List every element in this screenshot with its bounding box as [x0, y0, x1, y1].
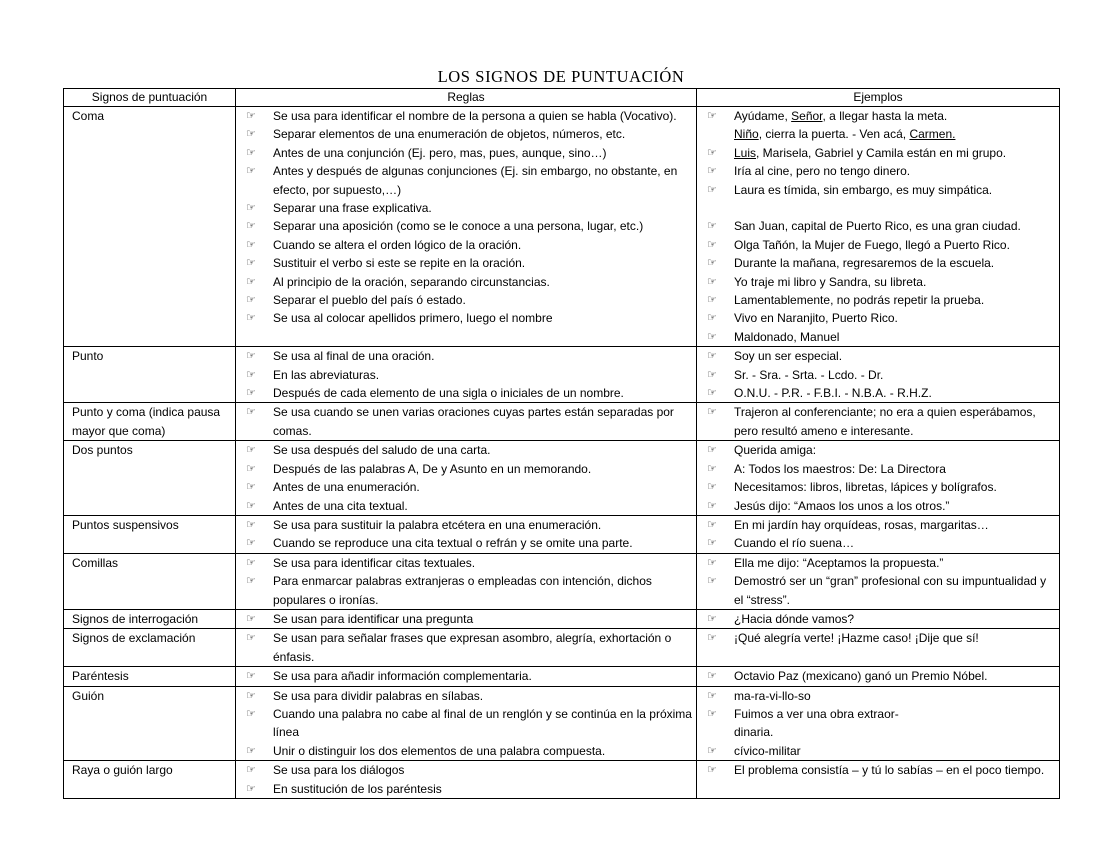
pointing-hand-icon: ☞	[246, 312, 256, 325]
sign-cell	[64, 609, 236, 628]
examples-list	[697, 516, 1059, 553]
example-item	[697, 554, 1059, 572]
pointing-hand-icon: ☞	[246, 556, 256, 569]
sign-cell	[64, 686, 236, 761]
rules-cell	[236, 441, 697, 516]
sign-name: Raya o guión largo	[72, 763, 173, 778]
underlined-word: Luis	[734, 145, 757, 160]
sign-name: Paréntesis	[72, 669, 129, 684]
example-item	[697, 347, 1059, 365]
rule-item	[236, 516, 696, 534]
page-title: LOS SIGNOS DE PUNTUACIÓN	[437, 67, 685, 86]
example-item	[697, 125, 1059, 143]
rule-text: Se usa para dividir palabras en sílabas.	[273, 688, 484, 703]
pointing-hand-icon: ☞	[246, 146, 256, 159]
example-text: Lamentablemente, no podrás repetir la prueba.	[734, 293, 985, 308]
table-header-row	[64, 89, 1060, 107]
pointing-hand-icon: ☞	[707, 146, 717, 159]
example-item	[697, 610, 1059, 628]
example-text: Laura es tímida, sin embargo, es muy simpática.	[734, 182, 993, 197]
example-item	[697, 667, 1059, 685]
example-item	[697, 516, 1059, 534]
pointing-hand-icon: ☞	[246, 220, 256, 233]
example-item	[697, 217, 1059, 235]
rule-item	[236, 705, 696, 742]
table-row	[64, 403, 1060, 441]
pointing-hand-icon: ☞	[246, 689, 256, 702]
underlined-word: Niño	[734, 127, 759, 142]
header-ejemplos: Ejemplos	[697, 89, 1060, 107]
rule-item	[236, 460, 696, 478]
punctuation-table	[63, 88, 1060, 799]
rule-item	[236, 572, 696, 609]
examples-cell	[697, 609, 1060, 628]
example-item	[697, 460, 1059, 478]
example-text: Trajeron al conferenciante; no era a quien esperábamos, pero resultó ameno e interesante.	[734, 405, 1036, 438]
example-text: Yo traje mi libro y Sandra, su libreta.	[734, 274, 927, 289]
rule-item	[236, 347, 696, 365]
rule-item	[236, 534, 696, 552]
sign-name: Punto y coma (indica pausa mayor que coma)	[72, 405, 221, 438]
rules-cell	[236, 403, 697, 441]
pointing-hand-icon: ☞	[246, 764, 256, 777]
rule-item	[236, 144, 696, 162]
rule-item	[236, 742, 696, 760]
sign-cell	[64, 761, 236, 799]
pointing-hand-icon: ☞	[246, 670, 256, 683]
example-item	[697, 723, 1059, 741]
rules-cell	[236, 761, 697, 799]
example-item	[697, 497, 1059, 515]
example-text: O.N.U. - P.R. - F.B.I. - N.B.A. - R.H.Z.	[734, 386, 932, 401]
example-text: ¿Hacia dónde vamos?	[734, 611, 855, 626]
pointing-hand-icon: ☞	[246, 782, 256, 795]
pointing-hand-icon: ☞	[707, 444, 717, 457]
rules-list	[236, 516, 696, 553]
rule-text: Separar el pueblo del país ó estado.	[273, 293, 466, 308]
rule-item	[236, 236, 696, 254]
rule-item	[236, 107, 696, 125]
rule-text: Se usan para identificar una pregunta	[273, 611, 474, 626]
example-text: Sr. - Sra. - Srta. - Lcdo. - Dr.	[734, 367, 884, 382]
rule-item	[236, 254, 696, 272]
pointing-hand-icon: ☞	[246, 275, 256, 288]
example-text: , a llegar hasta la meta.	[822, 109, 948, 123]
pointing-hand-icon: ☞	[707, 406, 717, 419]
example-item	[697, 236, 1059, 254]
sign-cell	[64, 629, 236, 667]
examples-list	[697, 629, 1059, 647]
rule-text: Separar elementos de una enumeración de objetos, números, etc.	[273, 127, 626, 142]
example-item	[697, 309, 1059, 327]
rule-item	[236, 687, 696, 705]
examples-cell	[697, 667, 1060, 686]
examples-cell	[697, 553, 1060, 609]
pointing-hand-icon: ☞	[707, 689, 717, 702]
pointing-hand-icon: ☞	[707, 165, 717, 178]
rule-item	[236, 217, 696, 235]
rule-item	[236, 441, 696, 459]
sign-cell	[64, 403, 236, 441]
rule-text: En sustitución de los paréntesis	[273, 781, 442, 796]
pointing-hand-icon: ☞	[246, 632, 256, 645]
example-text: Ella me dijo: “Aceptamos la propuesta.”	[734, 555, 944, 570]
examples-list	[697, 441, 1059, 515]
rule-text: Se usa al final de una oración.	[273, 349, 435, 364]
example-text: cívico-militar	[734, 743, 801, 758]
rule-text: Se usa para añadir información complementaria.	[273, 669, 532, 684]
pointing-hand-icon: ☞	[707, 312, 717, 325]
sign-cell	[64, 553, 236, 609]
example-item	[697, 328, 1059, 346]
example-text: Necesitamos: libros, libretas, lápices y bolígrafos.	[734, 480, 997, 495]
example-item	[697, 742, 1059, 760]
example-text: , Marisela, Gabriel y Camila están en mi grupo.	[756, 145, 1007, 160]
rules-cell	[236, 686, 697, 761]
pointing-hand-icon: ☞	[246, 368, 256, 381]
example-text: ma-ra-vi-llo-so	[734, 688, 811, 703]
rules-list	[236, 610, 696, 628]
example-text: Cuando el río suena…	[734, 536, 855, 551]
sign-cell	[64, 667, 236, 686]
table-body	[64, 107, 1060, 799]
example-text: ¡Qué alegría verte! ¡Hazme caso! ¡Dije que sí!	[734, 631, 979, 646]
pointing-hand-icon: ☞	[246, 238, 256, 251]
rule-text: Sustituir el verbo si este se repite en la oración.	[273, 256, 526, 271]
pointing-hand-icon: ☞	[246, 387, 256, 400]
example-text: Durante la mañana, regresaremos de la escuela.	[734, 256, 995, 271]
pointing-hand-icon: ☞	[246, 202, 256, 215]
example-item	[697, 181, 1059, 199]
pointing-hand-icon: ☞	[707, 670, 717, 683]
example-text: El problema consistía – y tú lo sabías – en el poco tiempo.	[734, 763, 1045, 778]
pointing-hand-icon: ☞	[707, 387, 717, 400]
rule-text: Antes y después de algunas conjunciones (Ej. sin embargo, no obstante, en efecto, por supuesto,…)	[273, 164, 678, 197]
rules-list	[236, 441, 696, 515]
sign-name: Signos de interrogación	[72, 611, 199, 626]
table-row	[64, 347, 1060, 403]
sign-name: Coma	[72, 109, 105, 123]
rule-text: Para enmarcar palabras extranjeras o empleadas con intención, dichos populares o ironías.	[273, 574, 652, 607]
example-item	[697, 687, 1059, 705]
example-text: Fuimos a ver una obra extraor-	[734, 706, 899, 721]
rule-item	[236, 629, 696, 666]
examples-list	[697, 761, 1059, 779]
example-text: Olga Tañón, la Mujer de Fuego, llegó a Puerto Rico.	[734, 237, 1010, 252]
example-text: dinaria.	[734, 725, 774, 740]
sign-cell	[64, 107, 236, 347]
rule-text: Cuando se altera el orden lógico de la oración.	[273, 237, 522, 252]
pointing-hand-icon: ☞	[246, 518, 256, 531]
examples-cell	[697, 515, 1060, 553]
sign-name: Punto	[72, 349, 104, 364]
rule-item	[236, 478, 696, 496]
rules-cell	[236, 553, 697, 609]
rule-text: Cuando una palabra no cabe al final de un renglón y se continúa en la próxima línea	[273, 706, 692, 740]
pointing-hand-icon: ☞	[707, 110, 717, 122]
example-text: Ayúdame,	[734, 109, 792, 123]
rule-text: Se usa para identificar el nombre de la persona a quien se habla (Vocativo).	[273, 109, 677, 123]
rule-text: Después de cada elemento de una sigla o iniciales de un nombre.	[273, 386, 624, 401]
table-row	[64, 609, 1060, 628]
pointing-hand-icon: ☞	[246, 537, 256, 550]
example-item	[697, 761, 1059, 779]
pointing-hand-icon: ☞	[246, 444, 256, 457]
rule-text: Se usan para señalar frases que expresan asombro, alegría, exhortación o énfasis.	[273, 631, 672, 664]
examples-cell	[697, 403, 1060, 441]
example-text: Soy un ser especial.	[734, 349, 843, 364]
table-row	[64, 441, 1060, 516]
pointing-hand-icon: ☞	[707, 764, 717, 777]
rule-text: Antes de una enumeración.	[273, 480, 420, 495]
pointing-hand-icon: ☞	[246, 294, 256, 307]
pointing-hand-icon: ☞	[707, 330, 717, 343]
example-item	[697, 441, 1059, 459]
rule-item	[236, 309, 696, 327]
spacer	[697, 199, 1059, 217]
pointing-hand-icon: ☞	[707, 238, 717, 251]
example-text: En mi jardín hay orquídeas, rosas, margaritas…	[734, 517, 989, 532]
table-row	[64, 553, 1060, 609]
example-item	[697, 291, 1059, 309]
pointing-hand-icon: ☞	[707, 462, 717, 475]
rule-item	[236, 761, 696, 779]
table-row	[64, 107, 1060, 347]
rule-text: Se usa al colocar apellidos primero, luego el nombre	[273, 311, 553, 326]
table-row	[64, 761, 1060, 799]
pointing-hand-icon: ☞	[246, 612, 256, 625]
examples-cell	[697, 441, 1060, 516]
rule-text: Se usa para sustituir la palabra etcétera en una enumeración.	[273, 517, 602, 532]
example-item	[697, 366, 1059, 384]
sign-name: Puntos suspensivos	[72, 517, 179, 532]
example-text: Demostró ser un “gran” profesional con su impuntualidad y el “stress”.	[734, 574, 1047, 607]
sign-cell	[64, 515, 236, 553]
table-row	[64, 686, 1060, 761]
rules-list	[236, 403, 696, 440]
pointing-hand-icon: ☞	[707, 744, 717, 757]
sign-name: Guión	[72, 688, 105, 703]
example-text: Jesús dijo: “Amaos los unos a los otros.”	[734, 498, 950, 513]
example-item	[697, 144, 1059, 162]
rule-item	[236, 610, 696, 628]
rule-text: Antes de una cita textual.	[273, 498, 408, 513]
rule-text: Se usa cuando se unen varias oraciones cuyas partes están separadas por comas.	[273, 405, 674, 438]
rules-list	[236, 629, 696, 666]
pointing-hand-icon: ☞	[707, 518, 717, 531]
example-item	[697, 534, 1059, 552]
examples-cell	[697, 347, 1060, 403]
rules-cell	[236, 347, 697, 403]
rule-item	[236, 125, 696, 143]
underlined-word: Carmen.	[909, 127, 956, 142]
pointing-hand-icon: ☞	[707, 537, 717, 550]
pointing-hand-icon: ☞	[246, 707, 256, 720]
rule-text: Cuando se reproduce una cita textual o refrán y se omite una parte.	[273, 536, 633, 551]
pointing-hand-icon: ☞	[707, 275, 717, 288]
pointing-hand-icon: ☞	[246, 406, 256, 419]
pointing-hand-icon: ☞	[707, 183, 717, 196]
example-item	[697, 572, 1059, 609]
examples-list	[697, 687, 1059, 761]
rules-list	[236, 347, 696, 402]
example-text: A: Todos los maestros: De: La Directora	[734, 461, 946, 476]
pointing-hand-icon: ☞	[246, 128, 256, 141]
example-text: Vivo en Naranjito, Puerto Rico.	[734, 311, 898, 326]
rules-list	[236, 761, 696, 798]
example-item	[697, 273, 1059, 291]
example-item	[697, 162, 1059, 180]
rules-cell	[236, 667, 697, 686]
example-text: Iría al cine, pero no tengo dinero.	[734, 164, 911, 179]
rule-item	[236, 199, 696, 217]
rule-text: Unir o distinguir los dos elementos de una palabra compuesta.	[273, 743, 606, 758]
rule-item	[236, 497, 696, 515]
rule-text: Se usa después del saludo de una carta.	[273, 443, 491, 458]
pointing-hand-icon: ☞	[246, 350, 256, 363]
rules-cell	[236, 609, 697, 628]
pointing-hand-icon: ☞	[707, 220, 717, 233]
table-row	[64, 629, 1060, 667]
examples-cell	[697, 107, 1060, 347]
pointing-hand-icon: ☞	[707, 707, 717, 720]
example-item	[697, 478, 1059, 496]
example-text: Querida amiga:	[734, 443, 817, 458]
pointing-hand-icon: ☞	[246, 110, 256, 122]
rule-item	[236, 291, 696, 309]
example-item	[697, 705, 1059, 723]
pointing-hand-icon: ☞	[707, 632, 717, 645]
rule-item	[236, 667, 696, 685]
pointing-hand-icon: ☞	[707, 556, 717, 569]
examples-list	[697, 667, 1059, 685]
example-text: , cierra la puerta. - Ven acá,	[758, 127, 910, 142]
underlined-word: Señor	[791, 109, 823, 123]
pointing-hand-icon: ☞	[246, 499, 256, 512]
rule-item	[236, 780, 696, 798]
example-item	[697, 107, 1059, 125]
examples-cell	[697, 686, 1060, 761]
pointing-hand-icon: ☞	[246, 744, 256, 757]
pointing-hand-icon: ☞	[246, 481, 256, 494]
sign-cell	[64, 347, 236, 403]
rules-list	[236, 667, 696, 685]
rules-list	[236, 554, 696, 609]
pointing-hand-icon: ☞	[246, 575, 256, 588]
rule-text: Se usa para identificar citas textuales.	[273, 555, 476, 570]
pointing-hand-icon: ☞	[246, 257, 256, 270]
examples-cell	[697, 629, 1060, 667]
rule-text: Separar una aposición (como se le conoce a una persona, lugar, etc.)	[273, 219, 644, 234]
example-item	[697, 629, 1059, 647]
examples-list	[697, 554, 1059, 609]
pointing-hand-icon: ☞	[246, 165, 256, 178]
examples-list	[697, 107, 1059, 346]
header-reglas: Reglas	[236, 89, 697, 107]
rule-text: Al principio de la oración, separando circunstancias.	[273, 274, 550, 289]
examples-list	[697, 403, 1059, 440]
example-item	[697, 403, 1059, 440]
rule-item	[236, 273, 696, 291]
rule-text: Se usa para los diálogos	[273, 763, 405, 778]
example-item	[697, 384, 1059, 402]
example-item	[697, 254, 1059, 272]
rule-item	[236, 384, 696, 402]
rules-cell	[236, 629, 697, 667]
rules-list	[236, 107, 696, 328]
example-text: Maldonado, Manuel	[734, 329, 840, 344]
examples-list	[697, 610, 1059, 628]
sign-cell	[64, 441, 236, 516]
examples-cell	[697, 761, 1060, 799]
rule-item	[236, 366, 696, 384]
rule-item	[236, 403, 696, 440]
pointing-hand-icon: ☞	[707, 575, 717, 588]
pointing-hand-icon: ☞	[707, 612, 717, 625]
header-signos: Signos de puntuación	[64, 89, 236, 107]
pointing-hand-icon: ☞	[707, 257, 717, 270]
table-row	[64, 667, 1060, 686]
table-row	[64, 515, 1060, 553]
pointing-hand-icon: ☞	[707, 481, 717, 494]
pointing-hand-icon: ☞	[707, 368, 717, 381]
sign-name: Dos puntos	[72, 443, 133, 458]
rule-item	[236, 554, 696, 572]
rule-text: Antes de una conjunción (Ej. pero, mas, pues, aunque, sino…)	[273, 145, 607, 160]
examples-list	[697, 347, 1059, 402]
rule-text: Después de las palabras A, De y Asunto en un memorando.	[273, 461, 592, 476]
pointing-hand-icon: ☞	[246, 462, 256, 475]
rule-text: Separar una frase explicativa.	[273, 201, 432, 216]
example-text: San Juan, capital de Puerto Rico, es una gran ciudad.	[734, 219, 1021, 234]
sign-name: Signos de exclamación	[72, 631, 196, 646]
pointing-hand-icon: ☞	[707, 499, 717, 512]
example-text: Octavio Paz (mexicano) ganó un Premio Nóbel.	[734, 669, 988, 684]
rule-text: En las abreviaturas.	[273, 367, 380, 382]
rule-item	[236, 162, 696, 199]
rules-list	[236, 687, 696, 761]
pointing-hand-icon: ☞	[707, 350, 717, 363]
rules-cell	[236, 515, 697, 553]
rules-cell	[236, 107, 697, 347]
pointing-hand-icon: ☞	[707, 294, 717, 307]
sign-name: Comillas	[72, 555, 119, 570]
